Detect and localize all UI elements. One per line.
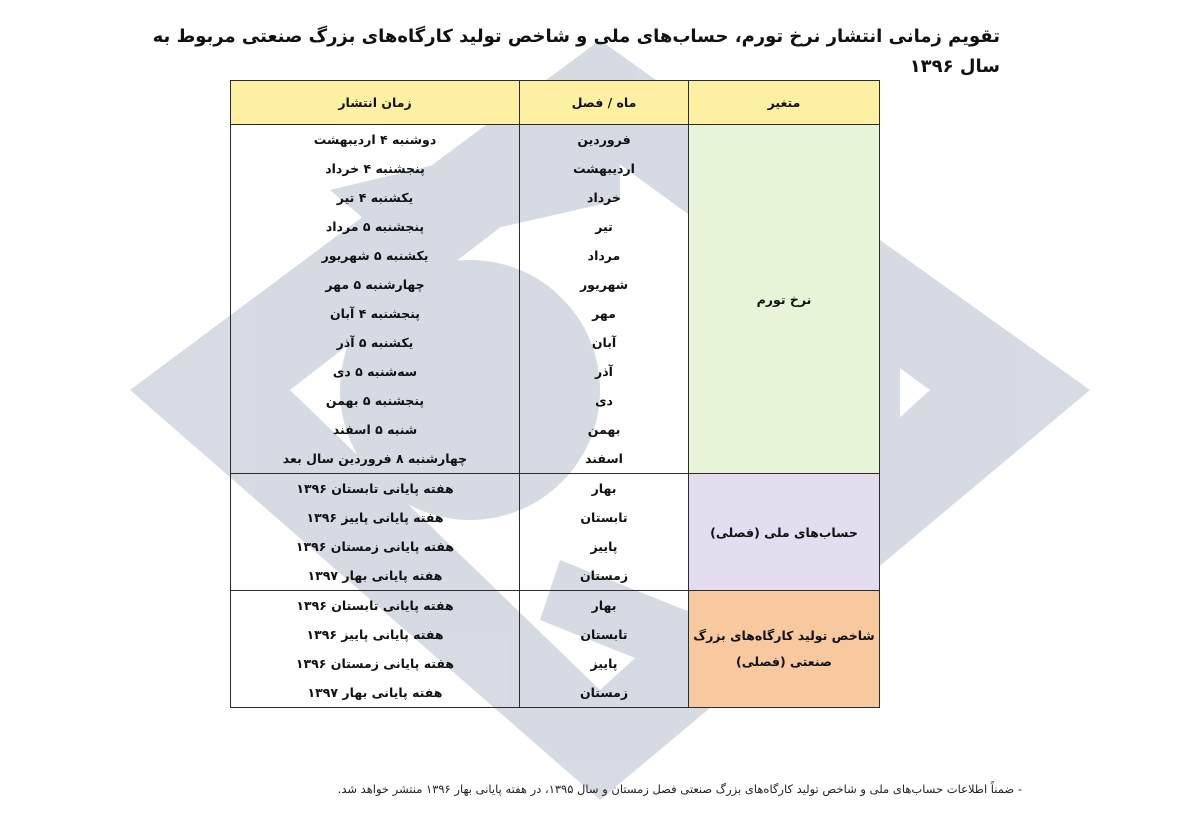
header-variable: متغیر xyxy=(689,81,880,125)
date-cell: چهارشنبه ۸ فروردین سال بعد xyxy=(231,444,520,474)
date-cell: یکشنبه ۵ شهریور xyxy=(231,241,520,270)
page-title: تقویم زمانی انتشار نرخ تورم، حساب‌های ملی و شاخص تولید کارگاه‌های بزرگ صنعتی مربوط به سال ۱۳۹۶ xyxy=(152,26,1000,77)
variable-national-accounts: حساب‌های ملی (فصلی) xyxy=(689,474,880,591)
variable-industrial-index: شاخص تولید کارگاه‌های بزرگ صنعتی (فصلی) xyxy=(689,591,880,708)
date-cell: هفته پایانی پاییز ۱۳۹۶ xyxy=(231,620,520,649)
date-cell: سه‌شنبه ۵ دی xyxy=(231,357,520,386)
date-cell: شنبه ۵ اسفند xyxy=(231,415,520,444)
date-cell: هفته پایانی تابستان ۱۳۹۶ xyxy=(231,474,520,504)
table-row xyxy=(231,125,880,155)
month-cell: پاییز xyxy=(520,649,689,678)
month-cell: تابستان xyxy=(520,620,689,649)
month-cell: زمستان xyxy=(520,678,689,708)
month-cell: تابستان xyxy=(520,503,689,532)
month-cell: بهمن xyxy=(520,415,689,444)
date-cell: پنجشنبه ۵ بهمن xyxy=(231,386,520,415)
table-header-row xyxy=(231,81,880,125)
table-row xyxy=(231,474,880,504)
month-cell: آبان xyxy=(520,328,689,357)
month-cell: آذر xyxy=(520,357,689,386)
date-cell: دوشنبه ۴ اردیبهشت xyxy=(231,125,520,155)
footnote: - ضمناً اطلاعات حساب‌های ملی و شاخص تولید کارگاه‌های بزرگ صنعتی فصل زمستان و سال ۱۳۹۵، در هفته پایانی بهار ۱۳۹۶ منتشر خواهد شد. xyxy=(337,782,1022,796)
month-cell: فروردین xyxy=(520,125,689,155)
variable-inflation: نرخ تورم xyxy=(689,125,880,474)
header-date: زمان انتشار xyxy=(231,81,520,125)
date-cell: هفته پایانی زمستان ۱۳۹۶ xyxy=(231,649,520,678)
date-cell: هفته پایانی بهار ۱۳۹۷ xyxy=(231,561,520,591)
date-cell: یکشنبه ۴ تیر xyxy=(231,183,520,212)
month-cell: تیر xyxy=(520,212,689,241)
month-cell: مهر xyxy=(520,299,689,328)
date-cell: هفته پایانی بهار ۱۳۹۷ xyxy=(231,678,520,708)
date-cell: چهارشنبه ۵ مهر xyxy=(231,270,520,299)
publication-schedule-table xyxy=(230,80,880,708)
month-cell: زمستان xyxy=(520,561,689,591)
month-cell: بهار xyxy=(520,474,689,504)
month-cell: بهار xyxy=(520,591,689,621)
date-cell: هفته پایانی تابستان ۱۳۹۶ xyxy=(231,591,520,621)
month-cell: اسفند xyxy=(520,444,689,474)
month-cell: اردیبهشت xyxy=(520,154,689,183)
month-cell: پاییز xyxy=(520,532,689,561)
month-cell: خرداد xyxy=(520,183,689,212)
date-cell: پنجشنبه ۵ مرداد xyxy=(231,212,520,241)
date-cell: هفته پایانی پاییز ۱۳۹۶ xyxy=(231,503,520,532)
month-cell: مرداد xyxy=(520,241,689,270)
month-cell: دی xyxy=(520,386,689,415)
date-cell: هفته پایانی زمستان ۱۳۹۶ xyxy=(231,532,520,561)
header-month: ماه / فصل xyxy=(520,81,689,125)
table-row xyxy=(231,591,880,621)
date-cell: پنجشنبه ۴ آبان xyxy=(231,299,520,328)
month-cell: شهریور xyxy=(520,270,689,299)
date-cell: یکشنبه ۵ آذر xyxy=(231,328,520,357)
date-cell: پنجشنبه ۴ خرداد xyxy=(231,154,520,183)
